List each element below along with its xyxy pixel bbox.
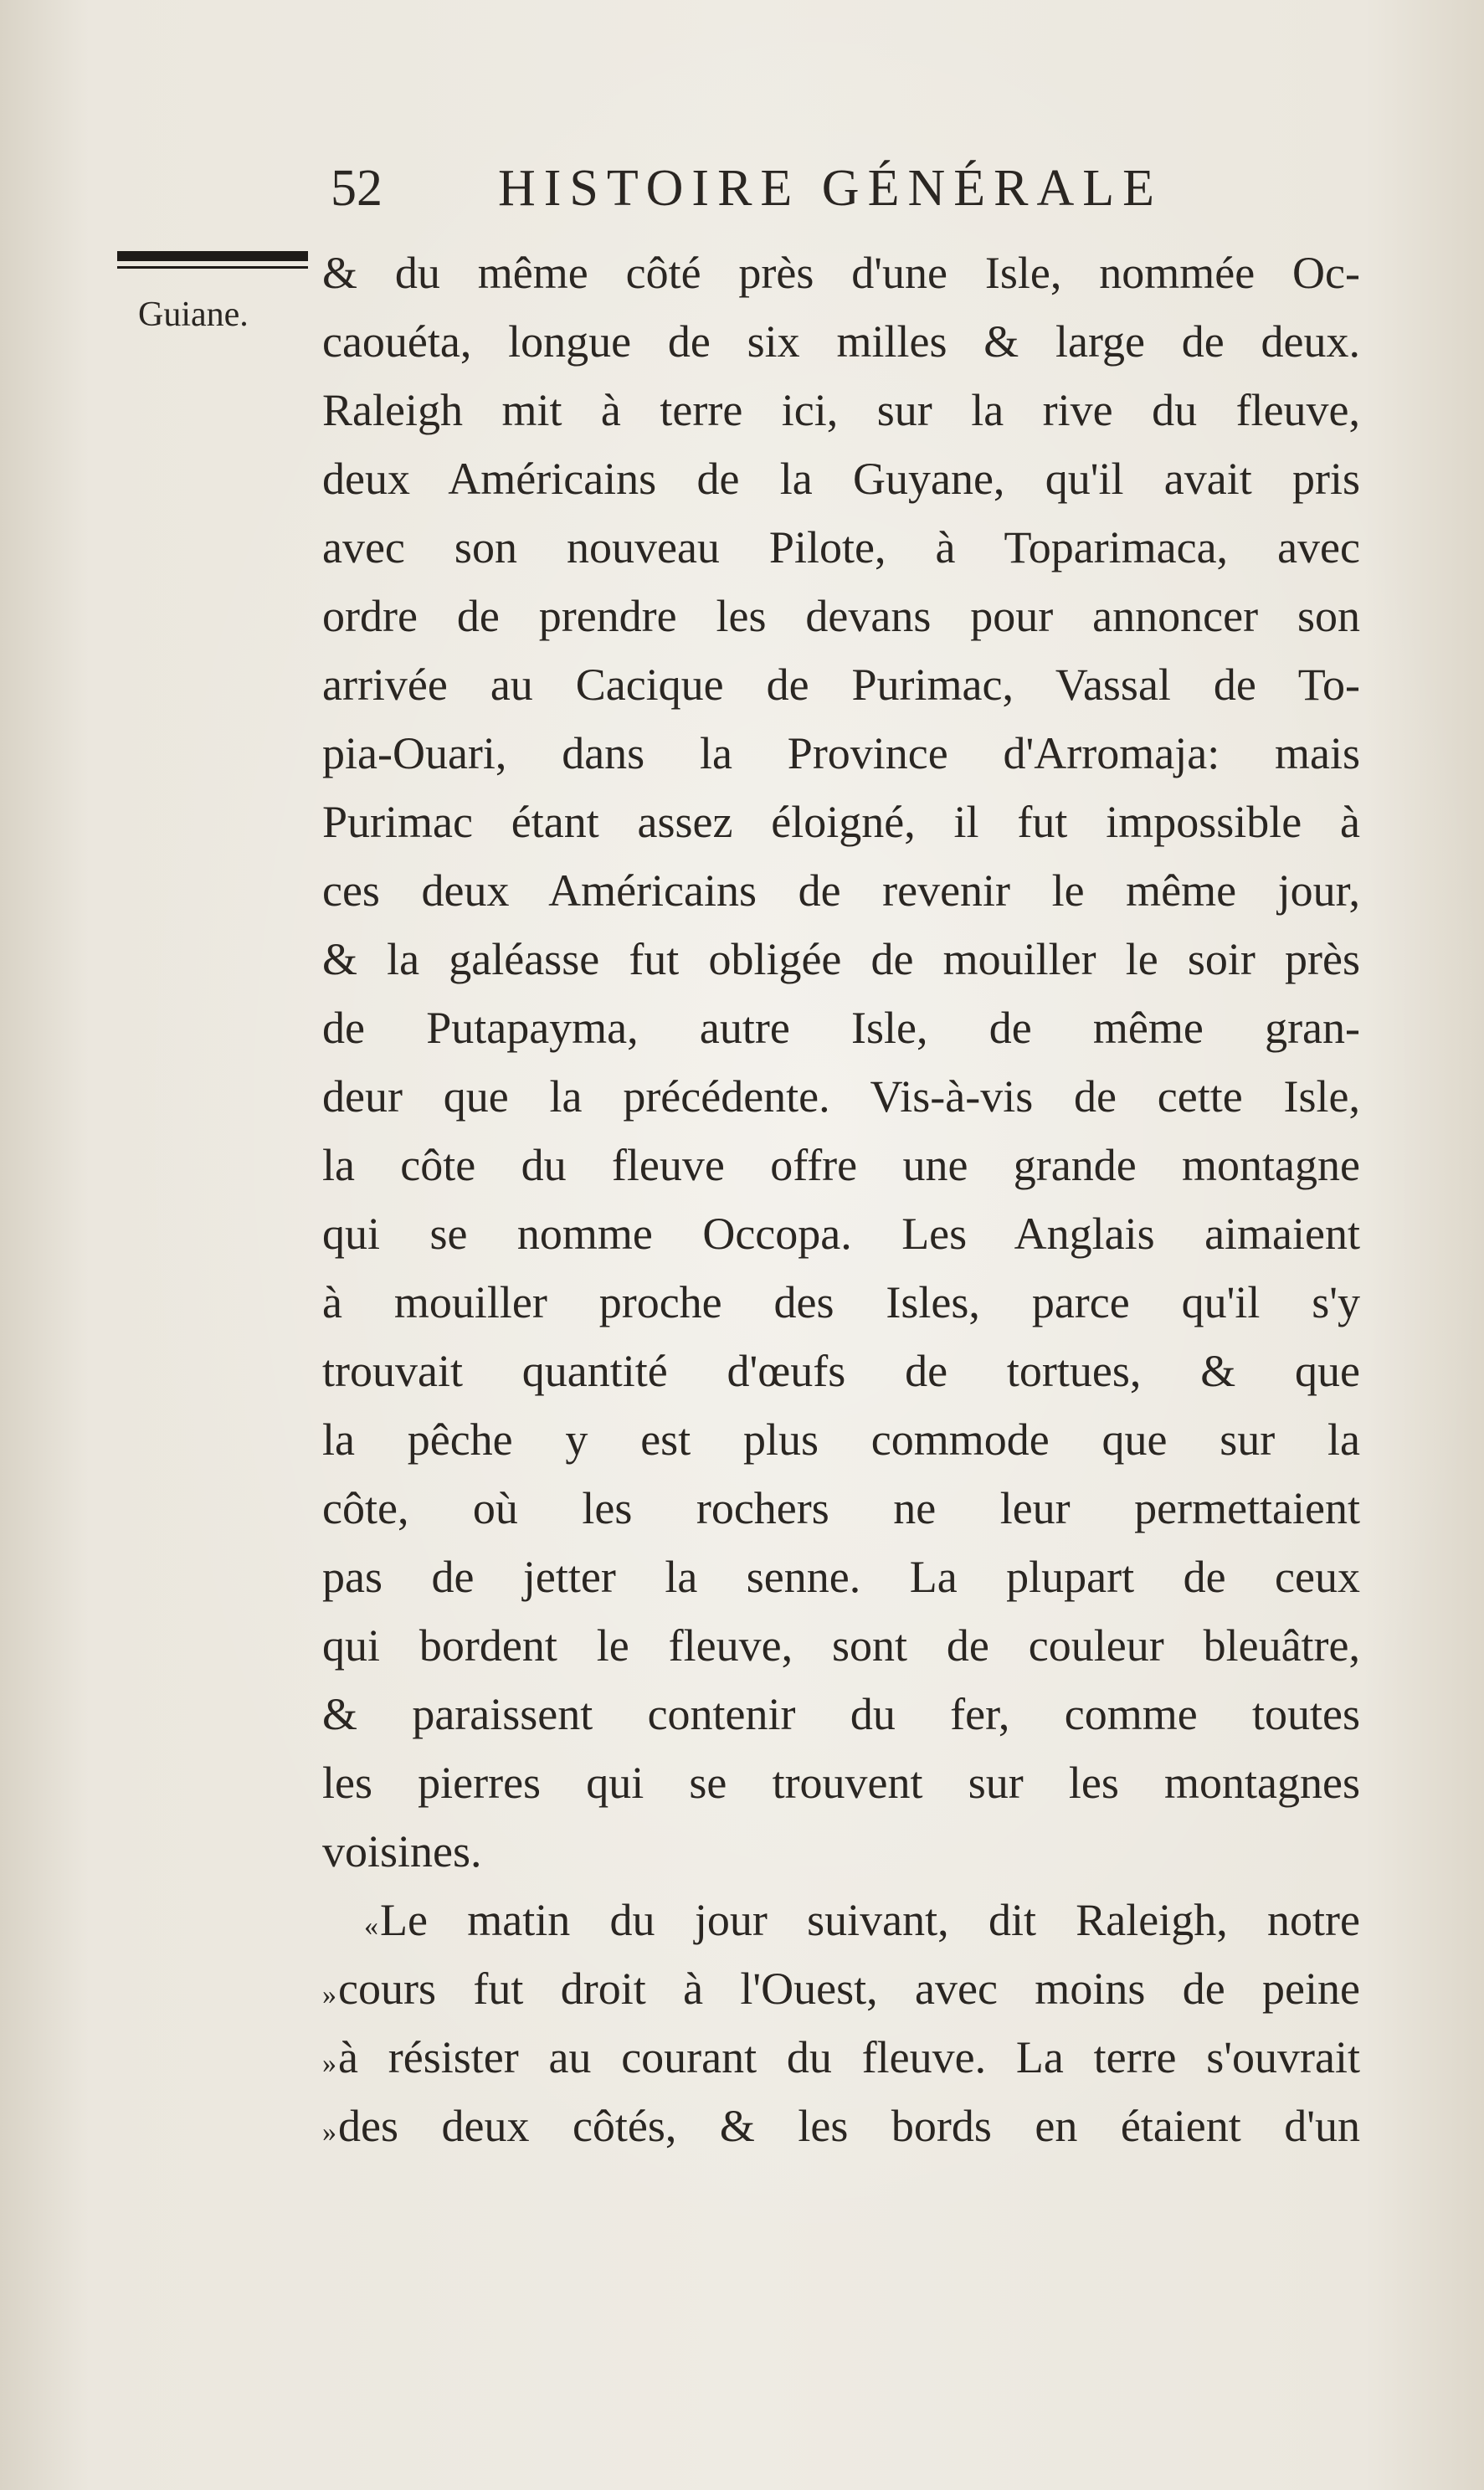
margin-note: Guiane. (138, 295, 249, 334)
body-text (322, 239, 1360, 2160)
text-line: arrivée au Cacique de Purimac, Vassal de To- (322, 660, 1360, 710)
text-line: & du même côté près d'une Isle, nommée Oc- (322, 248, 1360, 298)
text-line: côte, où les rochers ne leur permettaient (322, 1483, 1360, 1533)
text-line: pia-Ouari, dans la Province d'Arromaja: mais (322, 728, 1360, 778)
quote-text: Le matin du jour suivant, dit Raleigh, notre (380, 1895, 1360, 1945)
text-line: la pêche y est plus commode que sur la (322, 1414, 1360, 1465)
margin-rule-thin (117, 266, 308, 269)
text-line: deur que la précédente. Vis-à-vis de cette Isle, (322, 1071, 1360, 1122)
text-line: pas de jetter la senne. La plupart de ceux (322, 1552, 1360, 1602)
text-line: Purimac étant assez éloigné, il fut impossible à (322, 797, 1360, 847)
page-header (331, 155, 1343, 222)
quote-line (322, 1954, 1360, 2023)
text-line: & paraissent contenir du fer, comme toutes (322, 1689, 1360, 1739)
quote-text: à résister au courant du fleuve. La terre s'ouvrait (338, 2032, 1360, 2082)
quote-mark: » (322, 2048, 335, 2079)
text-line: qui bordent le fleuve, sont de couleur bleuâtre, (322, 1620, 1360, 1671)
quote-mark: » (322, 1979, 335, 2010)
quote-line (322, 1886, 1360, 1954)
quote-mark: » (322, 2117, 335, 2148)
text-line: ces deux Américains de revenir le même jour, (322, 865, 1360, 916)
text-line: la côte du fleuve offre une grande montagne (322, 1140, 1360, 1190)
text-line: Raleigh mit à terre ici, sur la rive du fleuve, (322, 385, 1360, 435)
quote-line (322, 2023, 1360, 2092)
text-line: trouvait quantité d'œufs de tortues, & que (322, 1346, 1360, 1396)
quote-mark: « (364, 1911, 377, 1942)
running-title: HISTOIRE GÉNÉRALE (498, 160, 1163, 217)
quote-line (322, 2092, 1360, 2160)
quote-text: cours fut droit à l'Ouest, avec moins de peine (338, 1964, 1360, 2014)
text-line: à mouiller proche des Isles, parce qu'il s'y (322, 1277, 1360, 1327)
text-line: voisines. (322, 1826, 482, 1876)
text-line: avec son nouveau Pilote, à Toparimaca, avec (322, 522, 1360, 572)
text-line: les pierres qui se trouvent sur les montagnes (322, 1758, 1360, 1808)
page-number: 52 (331, 160, 383, 217)
text-line: caouéta, longue de six milles & large de deux. (322, 316, 1360, 367)
text-line: & la galéasse fut obligée de mouiller le soir près (322, 934, 1360, 984)
text-line: de Putapayma, autre Isle, de même gran- (322, 1003, 1360, 1053)
text-line: qui se nomme Occopa. Les Anglais aimaient (322, 1209, 1360, 1259)
margin-rule (117, 251, 308, 261)
text-line: deux Américains de la Guyane, qu'il avait pris (322, 454, 1360, 504)
text-line: ordre de prendre les devans pour annoncer son (322, 591, 1360, 641)
quote-text: des deux côtés, & les bords en étaient d'un (338, 2101, 1360, 2151)
